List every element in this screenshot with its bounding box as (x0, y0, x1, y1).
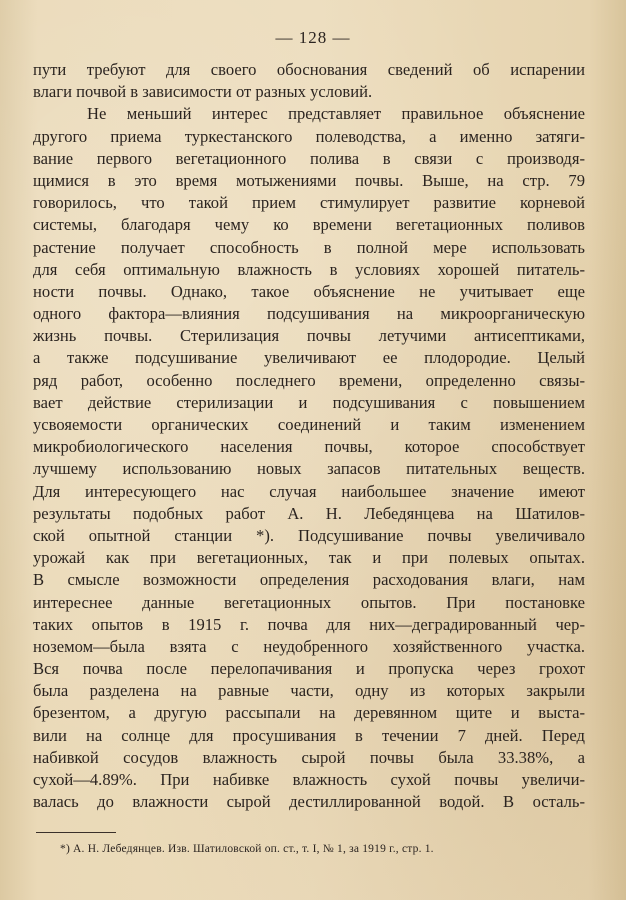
text-line: результаты подобных работ А. Н. Лебедянцева на Шатилов- (33, 503, 585, 523)
text-line: системы, благодаря чему ко времени вегетационных поливов (33, 215, 585, 235)
text-line: жизнь почвы. Стерилизация почвы летучими антисептиками, (33, 326, 585, 346)
text-line: одного фактора—влияния подсушивания на микроорганическую (33, 304, 585, 324)
text-line: щимися в это время мотыжениями почвы. Выше, на стр. 79 (33, 170, 585, 190)
text-line: Для интересующего нас случая наибольшее значение имеют (33, 481, 585, 501)
text-line: вили на солнце для просушивания в течении 7 дней. Перед (33, 725, 585, 745)
text-line: сухой—4.89%. При набивке влажность сухой почвы увеличи- (33, 770, 585, 789)
text-line: для себя оптимальную влажность в условиях хорошей питатель- (33, 259, 585, 279)
text-line: таких опытов в 1915 г. почва для них—деградированный чер- (33, 614, 585, 634)
text-line: была разделена на равные части, одну из которых закрыли (33, 681, 585, 701)
text-line: ряд работ, особенно последнего времени, определенно связы- (33, 370, 585, 390)
text-line: набивкой сосудов влажность сырой почвы была 33.38%, а (33, 747, 585, 767)
footnote: *) А. Н. Лебедянцев. Изв. Шатиловской оп. ст., т. I, № 1, за 1919 г., стр. 1. (60, 843, 434, 855)
text-line: урожай как при вегетационных, так и при полевых опытах. (33, 548, 585, 568)
text-line: интереснее данные вегетационных опытов. При постановке (33, 592, 585, 612)
text-line: микробиологического населения почвы, которое способствует (33, 437, 585, 457)
text-line: Не меньший интерес представляет правильное объяснение (87, 104, 585, 124)
body-text (33, 59, 585, 813)
text-line: Вся почва после перелопачивания и пропуска через грохот (33, 659, 585, 679)
text-line: влаги почвой в зависимости от разных условий. (33, 82, 373, 102)
text-line: усвояемости органических соединений и таким изменением (33, 415, 585, 434)
page-number: — 128 — (275, 28, 351, 47)
text-line: ской опытной станции *). Подсушивание почвы увеличивало (33, 525, 585, 545)
text-line: а также подсушивание увеличивают ее плодородие. Целый (33, 348, 585, 368)
text-line: лучшему использованию новых запасов питательных веществ. (33, 459, 585, 479)
footnote-divider (36, 832, 116, 833)
text-line: ноземом—была взята с неудобренного хозяйственного участка. (33, 636, 585, 656)
text-line: пути требуют для своего обоснования сведений об испарении (33, 60, 585, 79)
text-line: брезентом, а другую рассыпали на деревянном щите и выста- (33, 703, 585, 723)
text-line: В смысле возможности определения расходования влаги, нам (33, 570, 585, 590)
text-line: вает действие стерилизации и подсушивания с повышением (33, 392, 585, 412)
text-line: другого приема туркестанского полеводства, а именно затяги- (33, 126, 585, 146)
text-line: растение получает способность в полной мере использовать (33, 237, 585, 257)
text-line: ности почвы. Однако, такое объяснение не учитывает еще (33, 281, 585, 301)
text-line: валась до влажности сырой дестиллированной водой. В осталь- (33, 792, 585, 812)
text-line: вание первого вегетационного полива в связи с производя- (33, 148, 585, 168)
text-line: говорилось, что такой прием стимулирует развитие корневой (33, 193, 585, 213)
